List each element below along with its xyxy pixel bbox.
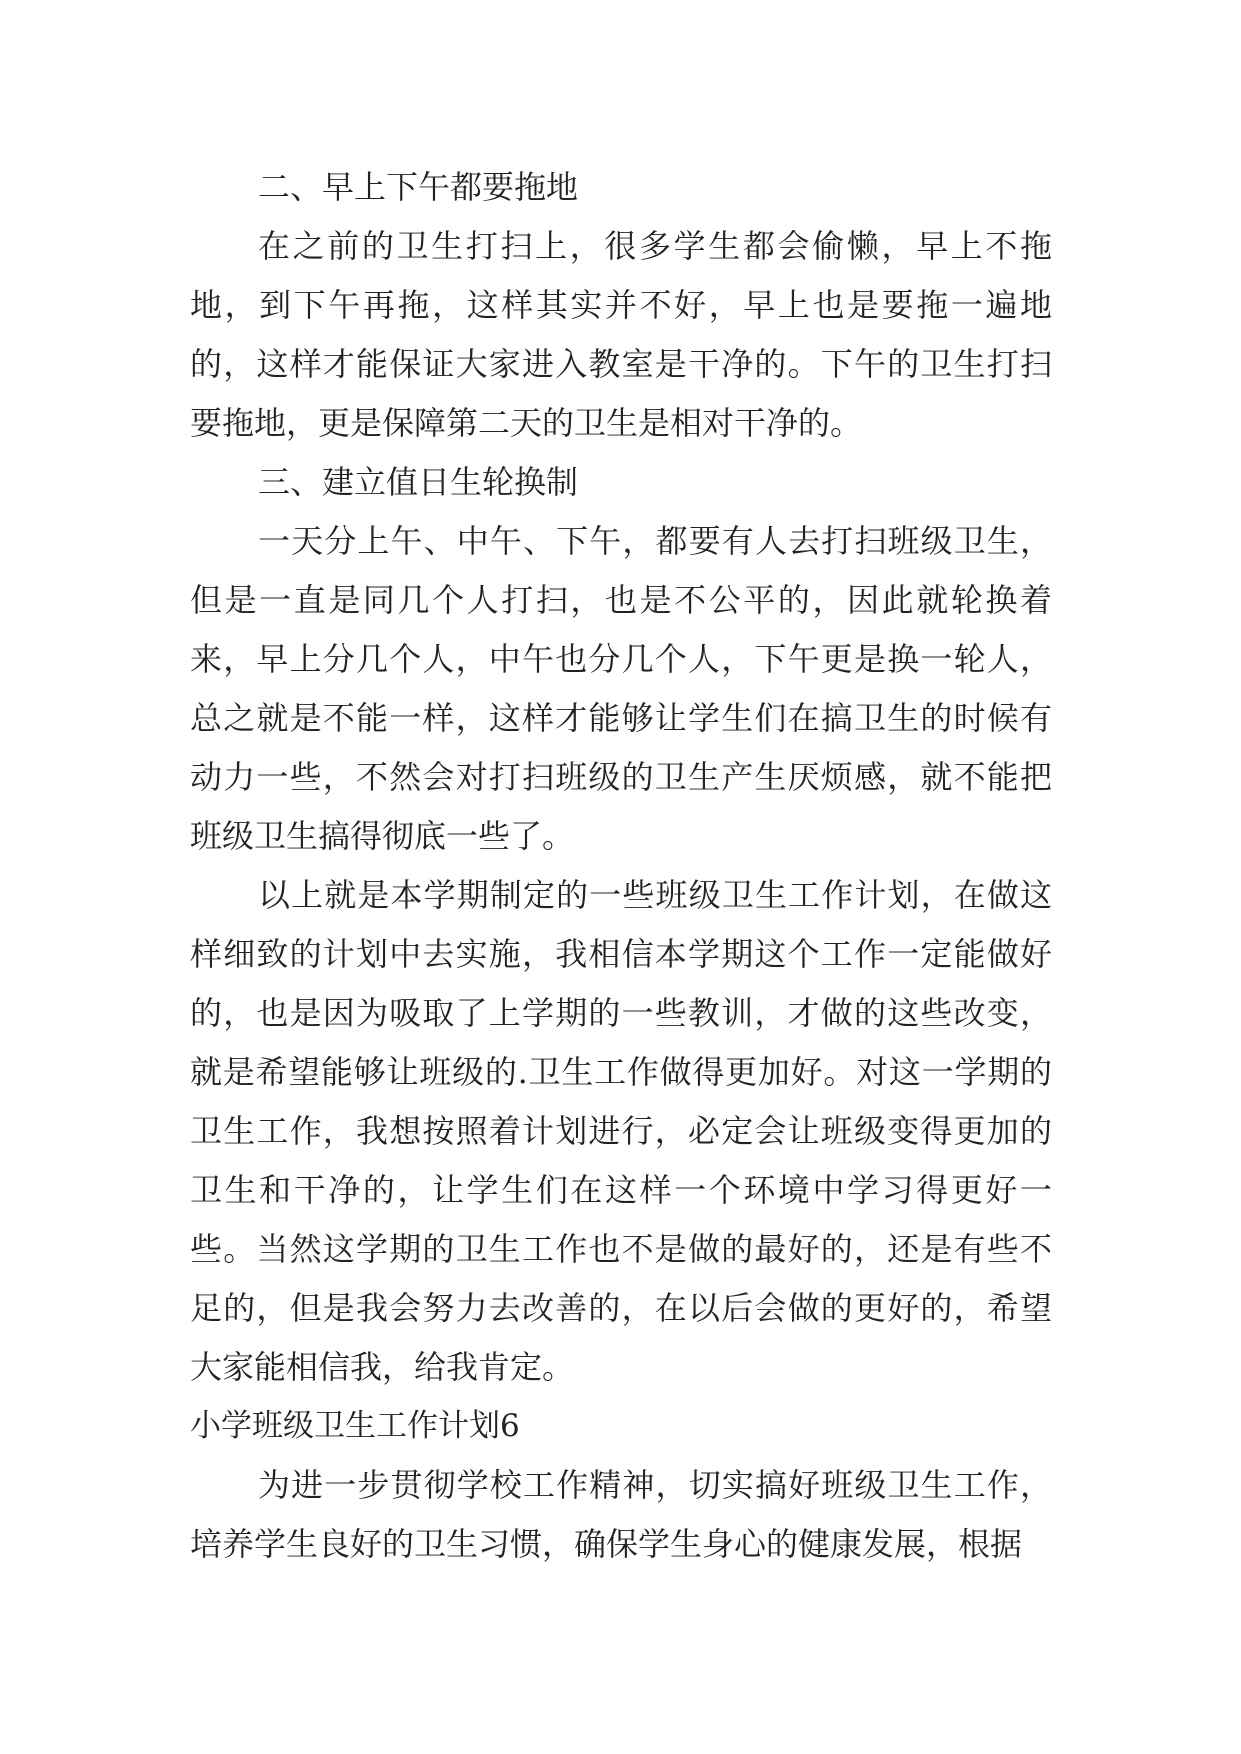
section-heading-mopping: 二、早上下午都要拖地	[258, 168, 579, 206]
body-paragraph-mopping: 在之前的卫生打扫上，很多学生都会偷懒，早上不拖地，到下午再拖，这样其实并不好，早上也是要拖一遍地的，这样才能保证大家进入教室是干净的。下午的卫生打扫要拖地，更是保障第二天的卫生是相对干净的。	[190, 227, 1052, 442]
document-body	[190, 158, 1052, 1574]
body-paragraph-duty-rotation: 一天分上午、中午、下午，都要有人去打扫班级卫生，但是一直是同几个人打扫，也是不公平的，因此就轮换着来，早上分几个人，中午也分几个人，下午更是换一轮人，总之就是不能一样，这样才能够让学生们在搞卫生的时候有动力一些，不然会对打扫班级的卫生产生厌烦感，就不能把班级卫生搞得彻底一些了。	[190, 522, 1052, 855]
body-paragraph-intro: 为进一步贯彻学校工作精神，切实搞好班级卫生工作，培养学生良好的卫生习惯，确保学生身心的健康发展，根据	[190, 1466, 1052, 1563]
section-heading-duty-rotation: 三、建立值日生轮换制	[258, 463, 579, 501]
body-paragraph-summary: 以上就是本学期制定的一些班级卫生工作计划，在做这样细致的计划中去实施，我相信本学期这个工作一定能做好的，也是因为吸取了上学期的一些教训，才做的这些改变，就是希望能够让班级的.卫生工作做得更加好。对这一学期的卫生工作，我想按照着计划进行，必定会让班级变得更加的卫生和干净的，让学生们在这样一个环境中学习得更好一些。当然这学期的卫生工作也不是做的最好的，还是有些不足的，但是我会努力去改善的，在以后会做的更好的，希望大家能相信我，给我肯定。	[190, 876, 1052, 1386]
document-title: 小学班级卫生工作计划6	[190, 1408, 520, 1444]
